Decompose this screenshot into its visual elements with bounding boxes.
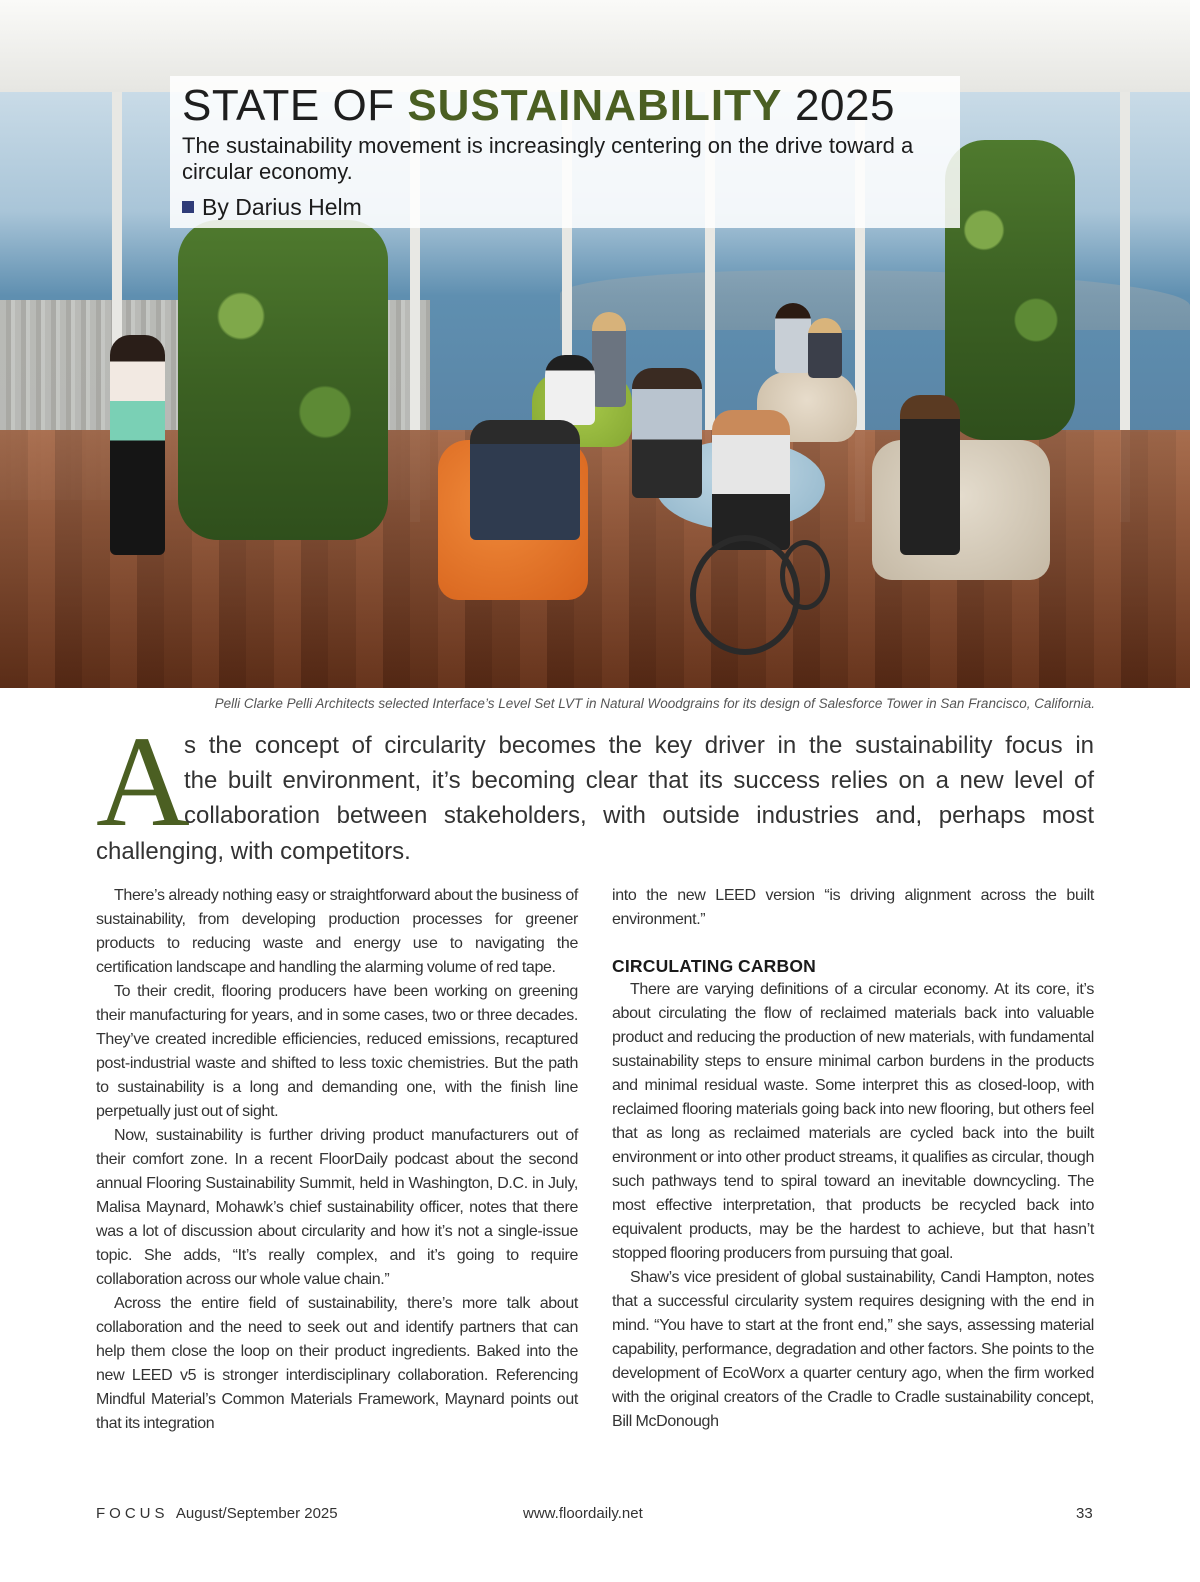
- photo-person: [775, 303, 811, 373]
- page-number: 33: [1076, 1505, 1093, 1522]
- body-column-left: [96, 884, 578, 1436]
- lead-line: collaboration between stakeholders, with outside industries and, perhaps most: [184, 802, 1094, 829]
- body-paragraph: Across the entire field of sustainability, there’s more talk about collaboration and the need to seek out and identify partners that can help them close the loop on their product ingredients. Baked into the new LEED v5 is stronger interdisciplinary collaboration. Referencing Mindful Material’s Common Materials Framework, Maynard points out that its integration: [96, 1295, 578, 1432]
- body-column-right: [612, 884, 1094, 1434]
- lead-line: the built environment, it’s becoming clear that its success relies on a new level of: [184, 767, 1094, 794]
- lead-line: challenging, with competitors.: [96, 838, 411, 865]
- section-heading: CIRCULATING CARBON: [612, 956, 817, 976]
- footer-issue: [96, 1504, 338, 1524]
- footer-magazine-name: FOCUS: [96, 1505, 169, 1522]
- title-prefix: STATE OF: [182, 81, 395, 130]
- byline-bullet-icon: [182, 201, 194, 213]
- byline: [182, 193, 362, 221]
- drop-cap: A: [96, 710, 190, 854]
- body-paragraph-continued: into the new LEED version “is driving alignment across the built environment.”: [612, 887, 1094, 928]
- photo-caption: Pelli Clarke Pelli Architects selected Interface’s Level Set LVT in Natural Woodgrains for its design of Salesforce Tower in San Francisco, California.: [214, 696, 1095, 711]
- lead-line: s the concept of circularity becomes the key driver in the sustainability focus in: [184, 732, 1094, 759]
- article-subtitle: The sustainability movement is increasingly centering on the drive toward a circular economy.: [182, 133, 914, 184]
- body-paragraph: Now, sustainability is further driving product manufacturers out of their comfort zone. In a recent FloorDaily podcast about the second annual Flooring Sustainability Summit, held in Washington, D.C. in July, Malisa Maynard, Mohawk’s chief sustainability officer, notes that there was a lot of discussion about circularity and how it’s not a single-issue topic. She adds, “It’s really complex, and it’s going to require collaboration across our whole value chain.”: [96, 1127, 578, 1288]
- footer-website-link[interactable]: www.floordaily.net: [523, 1505, 643, 1522]
- photo-person: [545, 355, 595, 425]
- photo-person: [470, 420, 580, 540]
- footer-issue-date: August/September 2025: [175, 1505, 338, 1522]
- photo-person: [632, 368, 702, 498]
- body-paragraph: Shaw’s vice president of global sustainability, Candi Hampton, notes that a successful circularity system requires designing with the end in mind. “You have to start at the front end,” she says, assessing material capability, performance, degradation and other factors. She points to the development of EcoWorx a quarter century ago, when the firm worked with the original creators of the Cradle to Cradle sustainability concept, Bill McDonough: [612, 1269, 1094, 1430]
- photo-living-wall: [945, 140, 1075, 440]
- body-paragraph: There are varying definitions of a circular economy. At its core, it’s about circulating the flow of reclaimed materials back into valuable product and reducing the production of new materials, with fundamental sustainability steps to ensure minimal carbon burdens in the products and minimal residual waste. Some interpret this as closed-loop, with reclaimed flooring materials going back into new flooring, but others feel that as long as reclaimed materials are cycled back into the built environment or into other product streams, it qualifies as circular, though such pathways tend to spiral toward an inevitable downcycling. The most effective interpretation, that products be recycled back into equivalent products, may be the hardest to achieve, but that hasn’t stopped flooring producers from pursuing that goal.: [612, 981, 1094, 1262]
- body-paragraph: To their credit, flooring producers have been working on greening their manufacturing for years, and in some cases, two or three decades. They’ve created incredible efficiencies, reduced emissions, recaptured post-industrial waste and shifted to less toxic chemistries. But the path to sustainability is a long and demanding one, with the finish line perpetually just out of sight.: [96, 983, 578, 1120]
- article-title: [182, 82, 895, 130]
- title-emphasis: SUSTAINABILITY: [407, 81, 783, 130]
- photo-person: [808, 318, 842, 378]
- photo-living-wall: [178, 220, 388, 540]
- photo-person: [110, 335, 165, 555]
- photo-person: [712, 410, 790, 550]
- photo-wheelchair-wheel: [780, 540, 830, 610]
- body-paragraph: There’s already nothing easy or straightforward about the business of sustainability, from developing production processes for greener products to reducing waste and energy use to navigating the certification landscape and handling the alarming volume of red tape.: [96, 887, 578, 976]
- photo-chair: [872, 440, 1050, 580]
- photo-person: [592, 312, 626, 407]
- byline-author: By Darius Helm: [202, 194, 362, 220]
- title-year: 2025: [795, 81, 895, 130]
- photo-person: [900, 395, 960, 555]
